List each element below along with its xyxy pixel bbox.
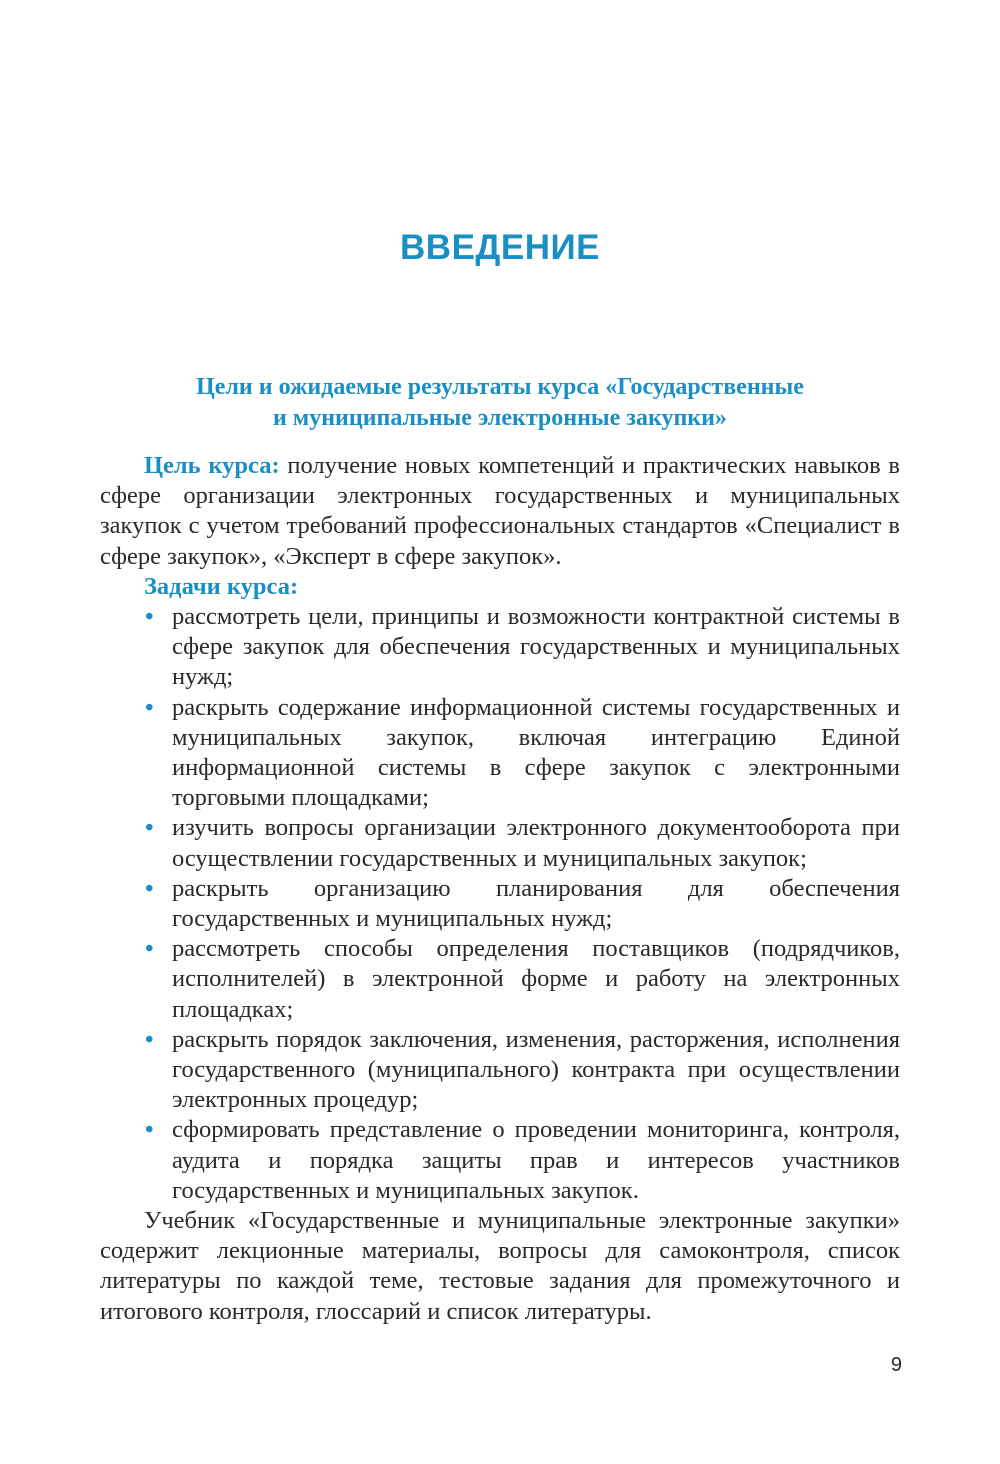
page-number: 9 <box>890 1354 902 1376</box>
chapter-title: ВВЕДЕНИЕ <box>400 228 600 267</box>
bullet-icon: • <box>145 693 154 721</box>
task-text: раскрыть организацию планирования для обеспечения государственных и муниципальных нужд; <box>172 874 900 933</box>
bullet-icon: • <box>145 1025 154 1053</box>
task-text: изучить вопросы организации электронного документооборота при осуществлении государственных и муниципальных закупок; <box>172 814 900 872</box>
section-heading-line-1: Цели и ожидаемые результаты курса «Государственные <box>196 374 804 400</box>
task-item <box>145 1115 900 1206</box>
bullet-icon: • <box>145 603 154 631</box>
closing-paragraph: Учебник «Государственные и муниципальные электронные закупки» содержит лекционные материалы, вопросы для самоконтроля, список литературы по каждой теме, тестовые задания для промежуточного и итогового контроля, глоссарий и список литературы. <box>100 1207 900 1325</box>
task-item <box>145 602 900 693</box>
task-text: сформировать представление о проведении мониторинга, контроля, аудита и порядка защиты прав и интересов участников государственных и муниципальных закупок. <box>172 1116 900 1204</box>
content-body <box>100 451 900 1327</box>
tasks-list <box>100 602 900 1206</box>
bullet-icon: • <box>145 814 154 842</box>
tasks-heading: Задачи курса: <box>144 572 299 600</box>
bullet-icon: • <box>145 1116 154 1144</box>
task-item <box>145 693 900 814</box>
section-heading-line-2: и муниципальные электронные закупки» <box>273 405 727 431</box>
task-item <box>145 1025 900 1116</box>
bullet-icon: • <box>145 874 154 902</box>
task-item <box>145 874 900 934</box>
goal-label: Цель курса: <box>144 452 280 479</box>
task-text: рассмотреть способы определения поставщиков (подрядчиков, исполнителей) в электронной форме и работу на электронных площадках; <box>172 935 900 1023</box>
task-item <box>145 934 900 1025</box>
task-text: раскрыть содержание информационной системы государственных и муниципальных закупок, включая интеграцию Единой информационной системы в сфере закупок с электронными торговыми площадками; <box>172 693 900 812</box>
task-item <box>145 813 900 873</box>
bullet-icon: • <box>145 935 154 963</box>
section-heading <box>100 372 900 434</box>
task-text: раскрыть порядок заключения, изменения, расторжения, исполнения государственного (муниципального) контракта при осуществлении электронных процедур; <box>172 1025 900 1114</box>
goal-paragraph <box>100 451 900 572</box>
goal-text: получение новых компетенций и практических навыков в сфере организации электронных государственных и муниципальных закупок с учетом требований профессиональных стандартов «Специалист в сфере закупок», «Эксперт в сфере закупок». <box>100 452 901 570</box>
task-text: рассмотреть цели, принципы и возможности контрактной системы в сфере закупок для обеспечения государственных и муниципальных нужд; <box>172 603 900 691</box>
